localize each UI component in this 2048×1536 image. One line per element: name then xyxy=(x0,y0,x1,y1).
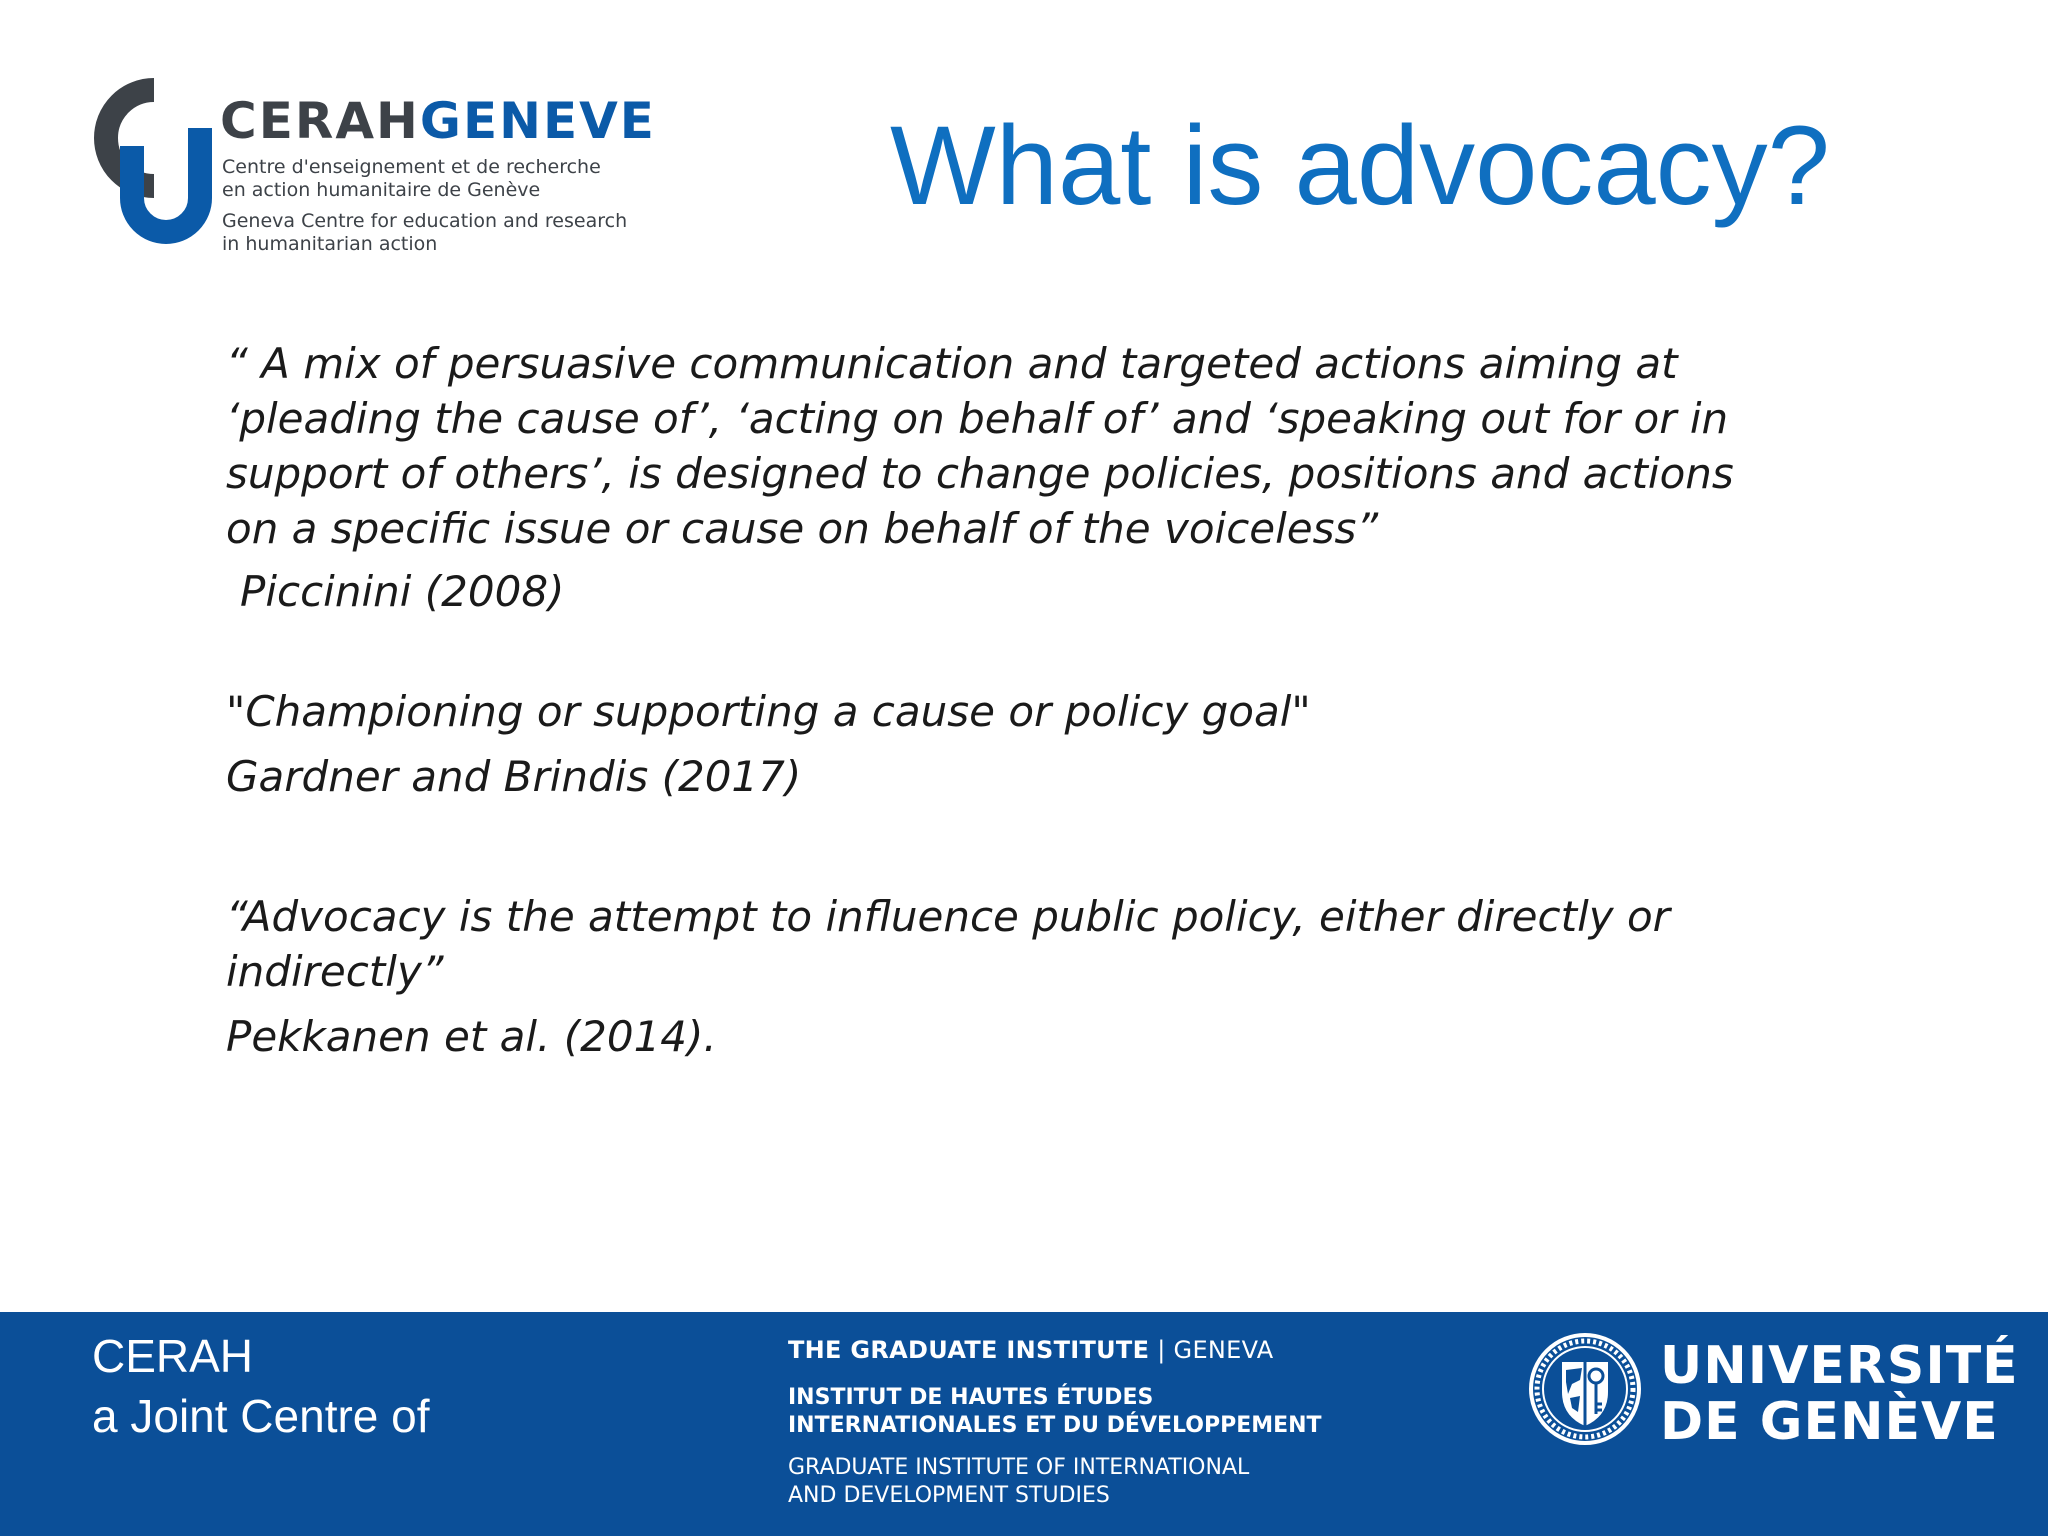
quote-line: indirectly” xyxy=(226,947,444,996)
gi-french-name xyxy=(788,1384,1322,1440)
quote-line: “ A mix of persuasive communication and targeted actions aiming at xyxy=(226,339,1678,388)
logo-wordmark xyxy=(220,92,656,150)
quote-block xyxy=(226,889,1906,999)
footer-left-line1: CERAH xyxy=(92,1330,254,1382)
quote-citation: Piccinini (2008) xyxy=(240,567,565,616)
quotes-body xyxy=(226,336,1906,1064)
unige-line1: UNIVERSITÉ xyxy=(1660,1336,2019,1396)
cerah-logo xyxy=(62,68,662,268)
gi-en-line1: GRADUATE INSTITUTE OF INTERNATIONAL xyxy=(788,1455,1250,1480)
gi-head-light: GENEVA xyxy=(1173,1336,1274,1364)
logo-en-line2: in humanitarian action xyxy=(222,233,438,255)
gi-fr-line1: INSTITUT DE HAUTES ÉTUDES xyxy=(788,1385,1154,1410)
gi-head-bold: THE GRADUATE INSTITUTE xyxy=(788,1336,1150,1364)
quote-line: “Advocacy is the attempt to influence public policy, either directly or xyxy=(226,892,1670,941)
gi-en-line2: AND DEVELOPMENT STUDIES xyxy=(788,1483,1110,1508)
logo-name-part2: GENEVE xyxy=(419,92,656,150)
gi-fr-line2: INTERNATIONALES ET DU DÉVELOPPEMENT xyxy=(788,1413,1322,1438)
quote-line: "Championing or supporting a cause or policy goal" xyxy=(226,687,1311,736)
graduate-institute-logo xyxy=(788,1336,1322,1510)
quote-citation: Gardner and Brindis (2017) xyxy=(226,752,802,801)
unige-wordmark xyxy=(1660,1338,2019,1450)
footer-cerah-text xyxy=(92,1326,430,1446)
gi-english-name xyxy=(788,1454,1322,1510)
quote-block xyxy=(226,336,1906,556)
gi-heading xyxy=(788,1336,1322,1364)
slide-title: What is advocacy? xyxy=(890,103,1830,228)
logo-french-subtitle xyxy=(222,156,601,202)
footer-band xyxy=(0,1312,2048,1536)
quote-citation: Pekkanen et al. (2014). xyxy=(226,1012,717,1061)
gi-head-separator: | xyxy=(1149,1336,1174,1364)
quote-block xyxy=(226,684,1906,739)
quote-line: ‘pleading the cause of’, ‘acting on behalf of’ and ‘speaking out for or in xyxy=(226,394,1729,443)
footer-left-line2: a Joint Centre of xyxy=(92,1390,430,1442)
logo-english-subtitle xyxy=(222,210,627,256)
unige-line2: DE GENÈVE xyxy=(1660,1392,1999,1452)
cerah-link-logo-icon xyxy=(62,68,212,258)
geneva-coat-of-arms-seal-icon xyxy=(1528,1332,1642,1446)
quote-line: support of others’, is designed to change policies, positions and actions xyxy=(226,449,1734,498)
logo-en-line1: Geneva Centre for education and research xyxy=(222,210,628,232)
quote-line: on a specific issue or cause on behalf of the voiceless” xyxy=(226,504,1379,553)
logo-name-part1: CERAH xyxy=(220,92,420,150)
logo-fr-line2: en action humanitaire de Genève xyxy=(222,179,541,201)
logo-fr-line1: Centre d'enseignement et de recherche xyxy=(222,156,601,178)
